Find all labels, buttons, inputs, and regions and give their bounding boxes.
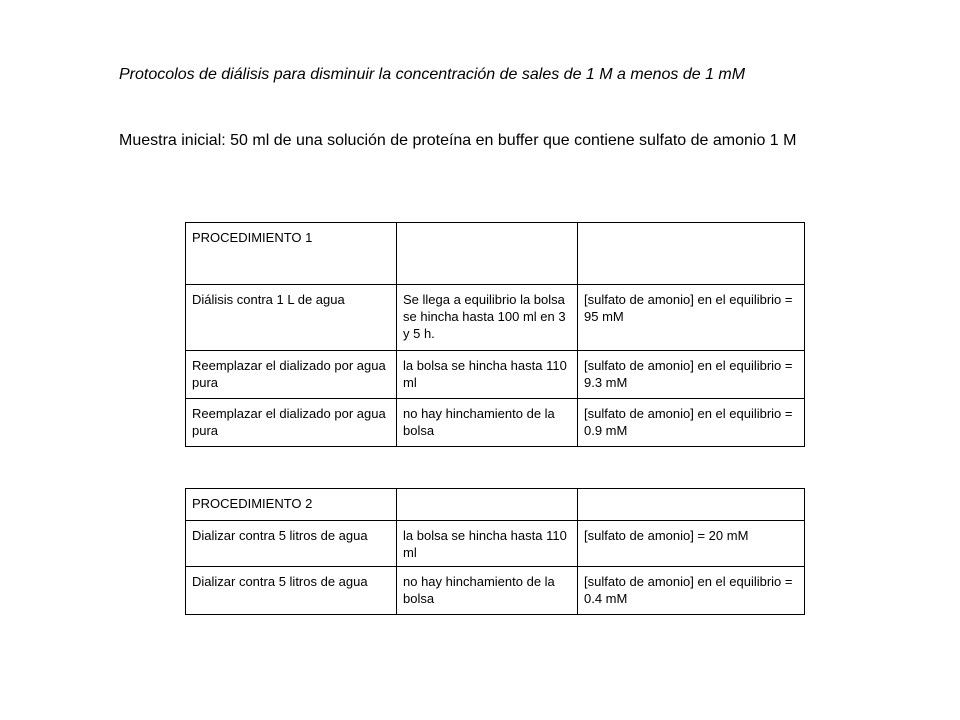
table-cell: [sulfato de amonio] en el equilibrio = 0.9 mM xyxy=(578,399,805,447)
table-cell xyxy=(397,489,578,521)
table-row xyxy=(186,285,805,351)
table-cell: PROCEDIMIENTO 1 xyxy=(186,223,397,285)
table-cell: [sulfato de amonio] en el equilibrio = 95 mM xyxy=(578,285,805,351)
table-cell: Se llega a equilibrio la bolsa se hincha hasta 100 ml en 3 y 5 h. xyxy=(397,285,578,351)
table-cell: Reemplazar el dializado por agua pura xyxy=(186,399,397,447)
table-cell: la bolsa se hincha hasta 110 ml xyxy=(397,351,578,399)
table-cell: no hay hinchamiento de la bolsa xyxy=(397,399,578,447)
table-row xyxy=(186,351,805,399)
table-cell: [sulfato de amonio] en el equilibrio = 9.3 mM xyxy=(578,351,805,399)
table-cell: Diálisis contra 1 L de agua xyxy=(186,285,397,351)
table-row xyxy=(186,489,805,521)
procedure-1-table xyxy=(185,222,805,447)
table-cell: no hay hinchamiento de la bolsa xyxy=(397,567,578,615)
table-cell: Dializar contra 5 litros de agua xyxy=(186,567,397,615)
table-cell xyxy=(397,223,578,285)
table-cell: la bolsa se hincha hasta 110 ml xyxy=(397,521,578,567)
table-cell: [sulfato de amonio] en el equilibrio = 0.4 mM xyxy=(578,567,805,615)
table-cell: PROCEDIMIENTO 2 xyxy=(186,489,397,521)
procedure-2-table xyxy=(185,488,805,615)
table-cell xyxy=(578,489,805,521)
table-row xyxy=(186,567,805,615)
table-row xyxy=(186,399,805,447)
page-title: Protocolos de diálisis para disminuir la concentración de sales de 1 M a menos de 1 mM xyxy=(119,66,746,83)
table-cell: Reemplazar el dializado por agua pura xyxy=(186,351,397,399)
page-subtitle: Muestra inicial: 50 ml de una solución de proteína en buffer que contiene sulfato de amonio 1 M xyxy=(119,132,797,149)
table-cell xyxy=(578,223,805,285)
table-cell: [sulfato de amonio] = 20 mM xyxy=(578,521,805,567)
table-cell: Dializar contra 5 litros de agua xyxy=(186,521,397,567)
table-row xyxy=(186,223,805,285)
table-row xyxy=(186,521,805,567)
